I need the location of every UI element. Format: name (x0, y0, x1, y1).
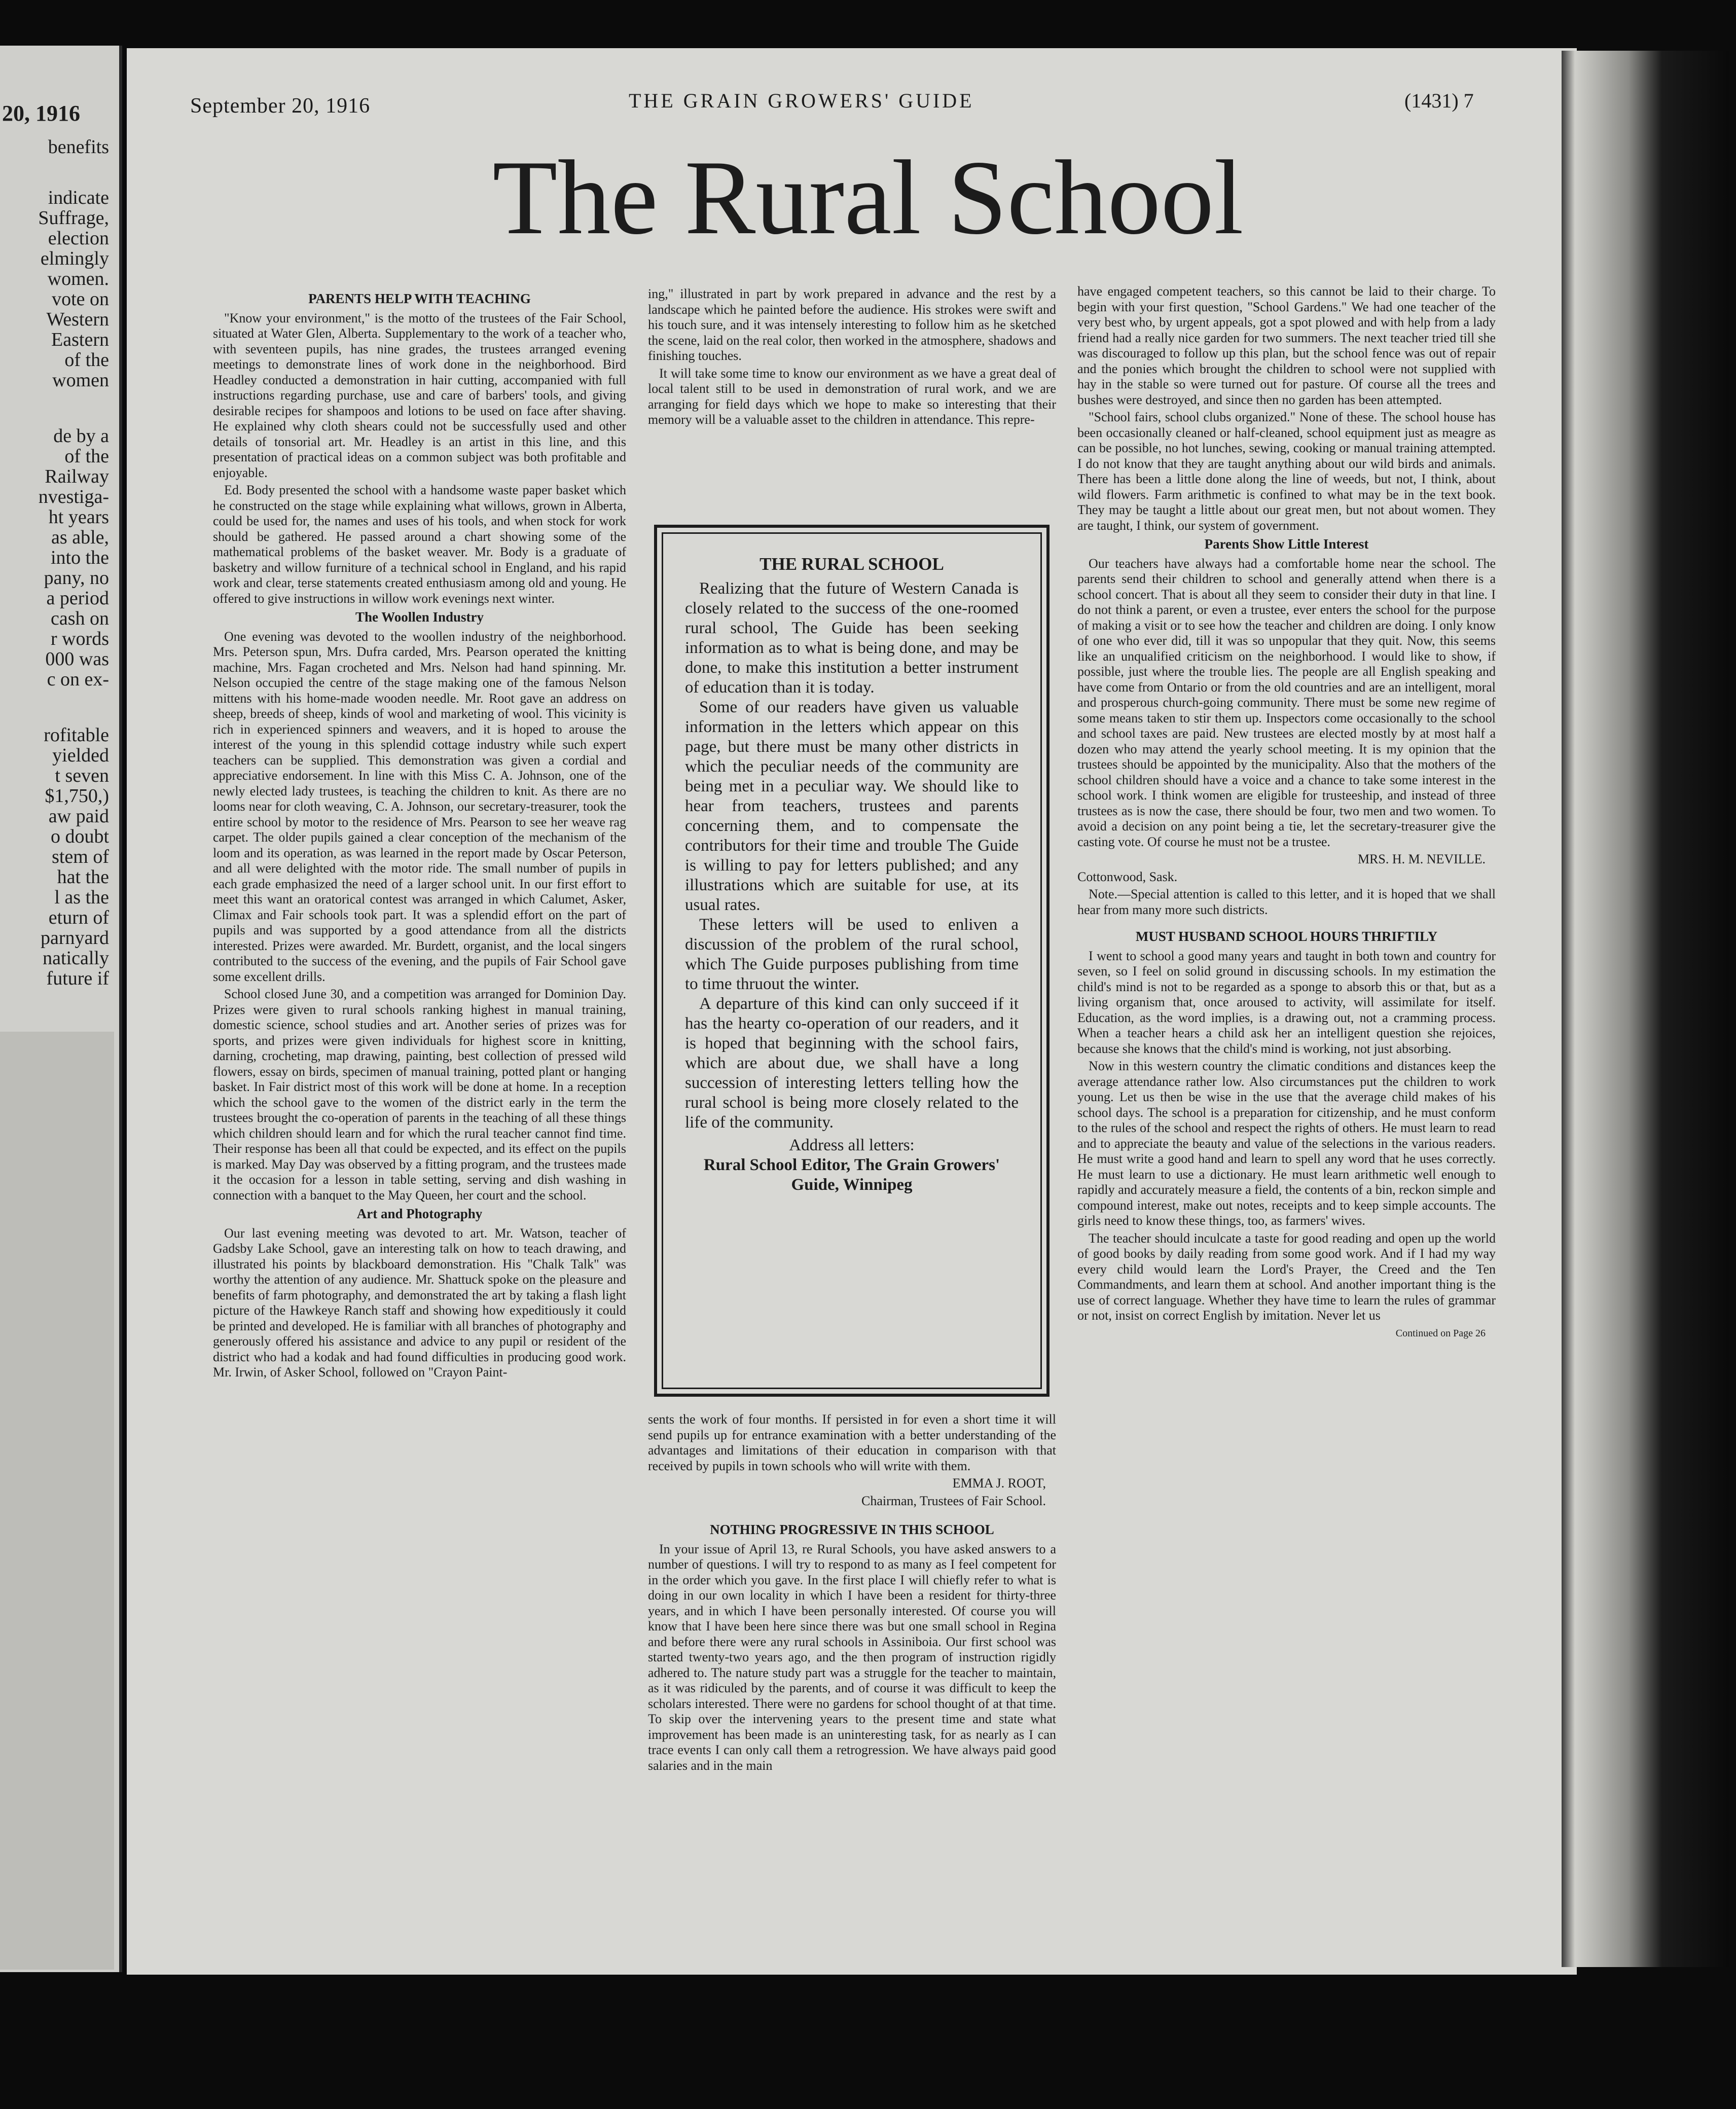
page-date: September 20, 1916 (190, 94, 371, 118)
left-page-line: $1,750,) (45, 785, 109, 807)
paragraph: "School fairs, school clubs organized." None of these. The school house has been occasionally cleaned or half-cleaned, school equipment just as meagre as can be possible, no hot lunches, sewing, cooking or manual training attempted. I do not know that they are taught anything about our wild birds and animals. There has been a little done along the line of weeds, but not, I think, about wild flowers. Farm arithmetic is confined to what may be in the text book. They may be taught a little about our great men, but not about women. They are taught, I think, our system of government. (1077, 410, 1496, 533)
binding-spine (1562, 51, 1729, 1967)
left-page-line: eturn of (48, 907, 109, 928)
paragraph: Realizing that the future of Western Canada is closely related to the success of the one-roomed rural school, The Guide has been seeking information as to what is being done, and may be done, to make this institution a better instrument of education than it is today. (685, 579, 1019, 697)
paragraph: Now in this western country the climatic conditions and distances keep the average attendance rather low. Also circumstances put the children to work young. Let us then be wise in the use that the average child makes of his school days. The school is a preparation for citizenship, and he must conform to the rules of the school and respect the rights of others. He must learn to read and to appreciate the beauty and value of the selections in the various readers. He must write a good hand and learn to spell any word that he uses correctly. He must learn to use a dictionary. He must learn arithmetic well enough to rapidly and accurately measure a field, the contents of a bin, reckon simple and compound interest, make out notes, receipts and to keep simple accounts. The girls need to know these things, too, as farmers' wives. (1077, 1059, 1496, 1228)
left-page-line: election (48, 228, 109, 249)
left-page-line: r words (50, 628, 109, 649)
signature-title: Chairman, Trustees of Fair School. (861, 1493, 1046, 1508)
left-page-line: Suffrage, (38, 207, 109, 229)
column-2-bottom (648, 1412, 1056, 1775)
left-page-line: parnyard (40, 927, 109, 949)
left-page-line: rofitable (44, 724, 109, 746)
left-page-line: stem of (52, 846, 109, 867)
left-page-line: benefits (48, 136, 109, 158)
left-page-line: 000 was (45, 648, 109, 670)
paragraph: sents the work of four months. If persisted in for even a short time it will send pupils up for entrance examination with a better understanding of the advantages and limitations of their education in comparison with that received by pupils in town schools who will write with them. (648, 1412, 1056, 1473)
notice-title: THE RURAL SCHOOL (760, 554, 944, 574)
paragraph: ing," illustrated in part by work prepared in advance and the rest by a landscape which he painted before the audience. His strokes were swift and his touch sure, and it was intensely interesting to follow him as he sketched the scene, laid on the real color, then worked in the atmosphere, shadows and finishing touches. (648, 286, 1056, 363)
left-page-line: as able, (51, 527, 109, 548)
left-page-line: Railway (45, 466, 109, 487)
left-page-line: natically (43, 948, 109, 969)
left-page-line: ht years (48, 506, 109, 528)
page-title: The Rural School (492, 139, 1244, 257)
column-2-top (648, 286, 1056, 430)
left-page-line: indicate (48, 187, 109, 208)
paragraph: A departure of this kind can only succeed if it has the hearty co-operation of our readers, and it is hoped that beginning with the school fairs, which are about due, we shall have a long succession of interesting letters telling how the rural school is being more closely related to the life of the community. (685, 995, 1019, 1132)
paragraph: In your issue of April 13, re Rural Schools, you have asked answers to a number of questions. I will try to respond to as many as I feel competent for in the order which you gave. In the first place I will chiefly refer to what is doing in our own locality in which I have been a resident for thirty-three years, and in which I have been personally interested. Of course you will know that I have been here since there was but one small school in Regina and before there were any rural schools in Assiniboia. Our first school was started twenty-two years ago, and the then program of instruction rigidly adhered to. The nature study part was a struggle for the teacher to maintain, as it was ridiculed by the parents, and of course it was difficult to keep the scholars interested. There were no gardens for school thought of at that time. To skip over the intervening years to the present time and state what improvement has been made is an uninteresting task, for as nearly as I can trace events I can only call them a retrogression. We have always paid good salaries and in the main (648, 1541, 1056, 1773)
heading-art-photography: Art and Photography (356, 1206, 483, 1221)
left-page-fragment (0, 46, 122, 1972)
paragraph: It will take some time to know our environment as we have a great deal of local talent still to be used in demonstration of rural work, and we are arranging for field days which we hope to make so interesting that their memory will be a valuable asset to the children in attendance. This repre- (648, 366, 1056, 427)
left-page-line: Western (46, 309, 109, 330)
left-page-line: aw paid (48, 806, 109, 827)
left-page-line: future if (46, 968, 109, 989)
paragraph: Some of our readers have given us valuable information in the letters which appear on this page, but there must be many other districts in which the peculiar needs of the community are being met in a peculiar way. We should like to hear from teachers, trustees and parents concerning them, and to compensate the contributors for their time and trouble The Guide is willing to pay for letters published; and any illustrations which are suitable for use, at its usual rates. (685, 698, 1019, 914)
paragraph: "Know your environment," is the motto of the trustees of the Fair School, situated at Water Glen, Alberta. Supplementary to the work of a teacher who, with seventeen pupils, has nine grades, the trustees arranged evening meetings to demonstrate lines of work done in the neighborhood. Bird Headley conducted a demonstration in hair cutting, accompanied with full instructions regarding purchase, use and care of barbers' tools, and giving desirable recipes for shampoos and lotions to be used on face after shaving. He explained why cloth shears could not be successfully used and other details of tonsorial art. Mr. Headley is an artist in this line, and this presentation of practical ideas on a common subject was both profitable and enjoyable. (213, 310, 626, 480)
publication-name: THE GRAIN GROWERS' GUIDE (629, 89, 974, 112)
editor-address: Rural School Editor, The Grain Growers' Guide, Winnipeg (703, 1156, 1000, 1194)
left-page-line: c on ex- (47, 669, 109, 690)
editor-note: Note.—Special attention is called to this letter, and it is hoped that we shall hear from many more such districts. (1077, 887, 1496, 917)
paragraph: Ed. Body presented the school with a handsome waste paper basket which he constructed on the stage while explaining what willows, grown in Alberta, could be used for, the names and uses of his tools, and when stock for work should be gathered. He passed around a chart showing some of the mathematical problems of the basket weaver. Mr. Body is a graduate of basketry and willow furniture of a technical school in England, and his rapid work and clear, terse statements created enthusiasm among old and young. He offered to give instructions in willow work evenings next winter. (213, 483, 626, 606)
heading-parents-help: PARENTS HELP WITH TEACHING (308, 291, 531, 306)
left-page-line: into the (50, 547, 109, 568)
page-number: (1431) 7 (1404, 89, 1474, 112)
left-page-line: t seven (55, 765, 109, 786)
paragraph: Our last evening meeting was devoted to art. Mr. Watson, teacher of Gadsby Lake School, gave an interesting talk on how to teach drawing, and illustrated his points by blackboard demonstration. His "Chalk Talk" was worthy the attention of any audience. Mr. Shattuck spoke on the pleasure and benefits of farm photography, and demonstrated the art by taking a flash light picture of the Hawkeye Ranch staff and showing how expeditiously it could be printed and developed. He is familiar with all branches of photography and generously offered his assistance and advice to any pupil or resident of the district who had a kodak and had found difficulties in producing good work. Mr. Irwin, of Asker School, followed on "Crayon Paint- (213, 1225, 626, 1379)
paragraph: One evening was devoted to the woollen industry of the neighborhood. Mrs. Peterson spun, Mrs. Dufra carded, Mrs. Pearson operated the knitting machine, Mrs. Fagan crocheted and Mrs. Nelson had hand spinning. Mr. Nelson occupied the centre of the stage making one of the famous Nelson mittens with his home-made wooden needle. Mr. Root gave an address on sheep, breeds of sheep, kinds of wool and marketing of wool. This vicinity is rich in experienced spinners and weavers, and it is hoped to arouse the interest of the young in this splendid cottage industry while such expert teachers can be supplied. This demonstration was given a cordial and appreciative endorsement. In line with this Miss C. A. Johnson, one of the newly elected lady trustees, is teaching the children to knit. As there are no looms near for cloth weaving, C. A. Johnson, our secretary-treasurer, took the entire school by motor to the residence of Mrs. Pearson to see her weave rag carpet. The older pupils gained a clear conception of the mechanism of the loom and its operation, as was learned in the report made by Oscar Peterson, and all were delighted with the motor ride. The small number of pupils in each grade emphasized the need of a larger school unit. In our first effort to meet this want an oratorical contest was arranged in which Calumet, Asker, Climax and Fair schools took part. It was a splendid effort on the part of pupils and was supported by a good attendance from all the districts interested. Prizes were awarded. Mr. Burdett, organist, and the local singers contributed to the success of the evening, and the pupils of Fair School gave some excellent drills. (213, 629, 626, 984)
left-page-line: l as the (54, 887, 109, 908)
left-page-line: cash on (50, 608, 109, 629)
place-line: Cottonwood, Sask. (1077, 869, 1178, 884)
left-page-line: elmingly (40, 248, 109, 269)
rural-school-notice-box (654, 525, 1050, 1397)
left-page-line: hat the (57, 866, 109, 888)
paragraph: I went to school a good many years and taught in both town and country for seven, so I feel on solid ground in discussing schools. In my estimation the child's mind is not to be regarded as a sponge to absorb this or that, but as a living organism that, once aroused to activity, will assimilate for itself. Education, as the word implies, is a drawing out, not a cramming process. When a teacher hears a child ask her an intelligent question she rejoices, because she knows that the child's mind is working, not just absorbing. (1077, 948, 1496, 1056)
left-page-line: of the (64, 446, 109, 467)
paragraph: Our teachers have always had a comfortable home near the school. The parents send their children to school and generally attend when there is a school concert. That is about all they seem to consider their duty in that line. I do not think a parent, or even a trustee, ever enters the school for the purpose of making a visit or to see how the teacher and children are doing. I only know of one who ever did, till it was so unpopular that they quit. Now, this seems like an unqualified criticism on the neighborhood. I would like to show, if possible, just where the trouble lies. The people are all English speaking and have come from Ontario or from the old countries and are an intelligent, moral and prosperous church-going community. There must be some new regime of some means taken to stir them up. Inspectors come occasionally to the school and school taxes are paid. New trustees are elected mostly by at most half a dozen who may attend the yearly school meeting. It is my opinion that the trustees should be appointed by the municipality. Also that the mothers of the school children should have a voice and a chance to take some interest in the school work. I think women are eligible for trusteeship, and instead of three trustees as is now the case, there should be four, two men and two women. To avoid a decision on any point being a tie, let the secretary-treasurer give the casting vote. Of course he must not be a trustee. (1077, 556, 1496, 849)
left-page-illustration (0, 1032, 114, 1970)
left-page-line: nvestiga- (38, 486, 109, 507)
left-page-line: a period (46, 588, 109, 609)
signature-neville: MRS. H. M. NEVILLE. (1357, 852, 1486, 866)
left-page-line: of the (64, 349, 109, 371)
continued-note: Continued on Page 26 (1395, 1327, 1486, 1339)
paragraph: School closed June 30, and a competition was arranged for Dominion Day. Prizes were given to rural schools ranking highest in manual training, domestic science, school studies and art. Another series of prizes was for sports, and prizes were given individuals for highest score in knitting, darning, crocheting, map drawing, painting, best collection of pressed wild flowers, essay on birds, specimen of manual training, potted plant or hanging basket. In Fair district most of this work will be done at home. In a reception which the school gave to the women of the district early in the term the trustees brought the co-operation of parents in the teaching of all these things which children should learn and for which the rural teacher cannot find time. Their response has been all that could be expected, and its effect on the pupils is marked. May Day was observed by a fitting program, and the trustees made it the occasion for a lesson in table setting, serving and dish washing in connection with a banquet to the May Queen, her court and the school. (213, 987, 626, 1203)
paragraph: The teacher should inculcate a taste for good reading and open up the world of good books by daily reading from some good work. And if I had my way every child would learn the Lord's Prayer, the Creed and the Ten Commandments, and learn them at school. And another important thing is the use of correct language. Whether they have time to learn the rules of grammar or not, insist on correct English by imitation. Never let us (1077, 1230, 1496, 1323)
heading-must-husband: MUST HUSBAND SCHOOL HOURS THRIFTILY (1135, 929, 1438, 944)
left-page-line: de by a (53, 425, 109, 447)
left-page-line: women. (47, 268, 109, 289)
address-line: Address all letters: (789, 1136, 915, 1154)
column-3 (1077, 284, 1496, 1343)
column-1 (213, 288, 626, 1383)
left-page-line: women (52, 370, 109, 391)
left-page-line: pany, no (44, 567, 109, 589)
heading-nothing-progressive: NOTHING PROGRESSIVE IN THIS SCHOOL (710, 1522, 994, 1537)
heading-parents-show: Parents Show Little Interest (1204, 536, 1369, 552)
left-page-line: Eastern (51, 329, 109, 350)
paragraph: These letters will be used to enliven a discussion of the problem of the rural school, which The Guide purposes publishing from time to time thruout the winter. (685, 916, 1019, 993)
left-page-line: vote on (52, 288, 109, 310)
left-page-line: yielded (52, 745, 109, 766)
paragraph: have engaged competent teachers, so this cannot be laid to their charge. To begin with your first question, "School Gardens." We had one teacher of the very best who, by urgent appeals, got a spot plowed and with help from a lady friend had a really nice garden for two summers. The next teacher tried till she was discouraged to follow up this plan, but the school fence was out of repair and the ponies which brought the children to school were not supplied with hay in the stable so were turned out for pasture. Of course all the trees and bushes were destroyed, and since then no garden has been attempted. (1077, 284, 1496, 407)
left-page-line: o doubt (50, 826, 109, 847)
heading-woollen-industry: The Woollen Industry (355, 609, 484, 625)
signature-name: EMMA J. ROOT, (952, 1476, 1046, 1490)
left-page-header: 20, 1916 (2, 101, 80, 126)
